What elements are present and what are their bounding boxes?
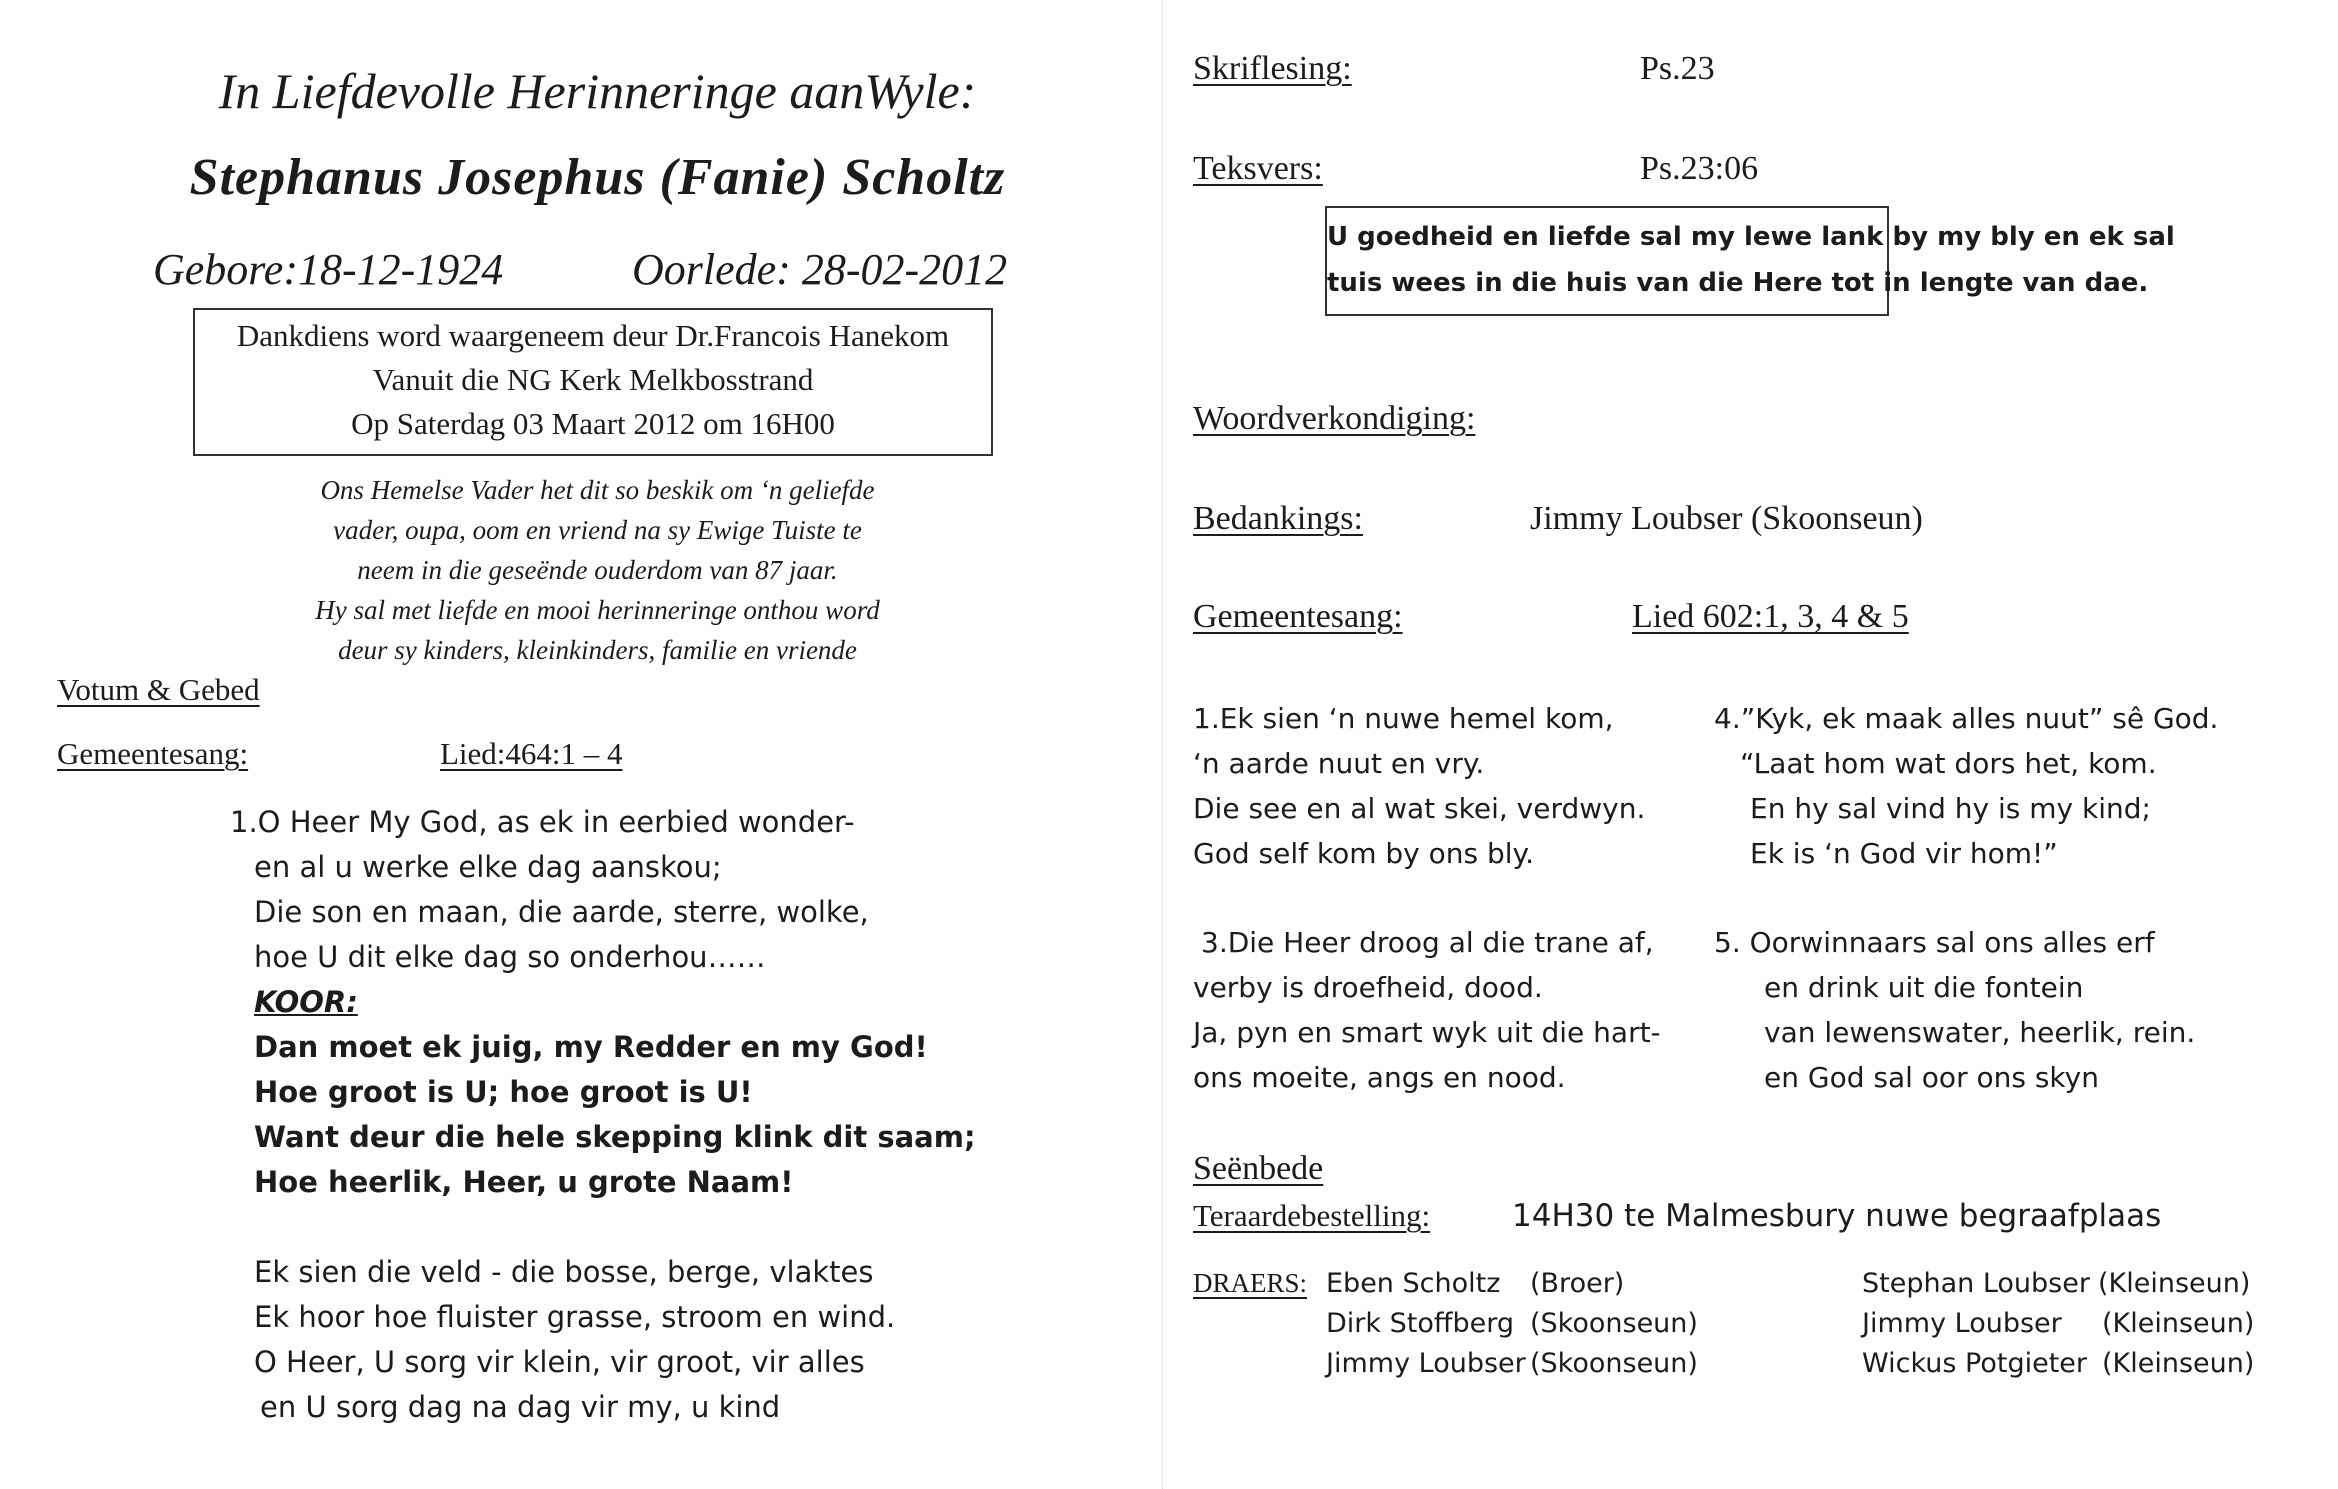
chorus-line: Hoe heerlik, Heer, u grote Naam! <box>254 1165 794 1199</box>
koor-label: KOOR: <box>254 985 358 1019</box>
hymn-464-lyrics <box>230 800 976 1430</box>
hymn-602-verse-4 <box>1714 696 2218 876</box>
lyric-line: 3.Die Heer droog al die trane af, <box>1201 926 1654 959</box>
obituary-line: Ons Hemelse Vader het dit so beskik om ‘n geliefde <box>320 475 875 505</box>
draer-relation: (Skoonseun) <box>1530 1348 1698 1379</box>
lyric-line: verby is droefheid, dood. <box>1193 971 1543 1004</box>
page-fold-divider <box>1162 0 1163 1489</box>
teksvers-value: Ps.23:06 <box>1640 150 1759 187</box>
skriflesing-heading: Skriflesing: <box>1193 50 1352 87</box>
hymn-602-verse-1 <box>1193 696 1645 876</box>
draer-name: Eben Scholtz <box>1326 1268 1501 1299</box>
draer-relation: (Kleinseun) <box>2098 1268 2251 1299</box>
teraardebestelling-value: 14H30 te Malmesbury nuwe begraafplaas <box>1512 1198 2162 1234</box>
death-date: Oorlede: 28-02-2012 <box>632 245 1008 294</box>
draers-heading: DRAERS: <box>1193 1268 1308 1298</box>
service-details-box <box>193 308 993 456</box>
lyric-line: hoe U dit elke dag so onderhou…… <box>254 940 766 974</box>
draer-name: Dirk Stoffberg <box>1326 1308 1514 1339</box>
deceased-name: Stephanus Josephus (Fanie) Scholtz <box>189 149 1006 206</box>
verse-line: tuis wees in die huis van die Here tot in lengte van dae. <box>1327 268 2149 298</box>
lyric-line: 5. Oorwinnaars sal ons alles erf <box>1714 926 2155 959</box>
lyric-line: Ek hoor hoe fluister grasse, stroom en wind. <box>254 1300 896 1334</box>
lyric-line: O Heer, U sorg vir klein, vir groot, vir alles <box>254 1345 865 1379</box>
birth-date: Gebore:18-12-1924 <box>153 245 504 294</box>
lyric-line: en God sal oor ons skyn <box>1764 1061 2099 1094</box>
hymn-number: Lied 602:1, 3, 4 & 5 <box>1632 598 1909 635</box>
obituary-line: vader, oupa, oom en vriend na sy Ewige Tuiste te <box>333 515 862 545</box>
teksvers-heading: Teksvers: <box>1193 150 1323 187</box>
draer-name: Jimmy Loubser <box>1862 1308 2062 1339</box>
lyric-line: ‘n aarde nuut en vry. <box>1193 747 1485 780</box>
chorus-line: Dan moet ek juig, my Redder en my God! <box>254 1030 928 1064</box>
lyric-line: van lewenswater, heerlik, rein. <box>1764 1016 2196 1049</box>
service-line: Dankdiens word waargeneem deur Dr.Francois Hanekom <box>236 318 950 353</box>
lyric-line: Ek is ‘n God vir hom!” <box>1750 837 2058 870</box>
draer-relation: (Kleinseun) <box>2102 1348 2255 1379</box>
draer-relation: (Broer) <box>1530 1268 1625 1299</box>
lyric-line: en drink uit die fontein <box>1764 971 2084 1004</box>
woordverkondiging-heading: Woordverkondiging: <box>1193 400 1476 437</box>
lyric-line: Die see en al wat skei, verdwyn. <box>1193 792 1646 825</box>
gemeentesang-heading: Gemeentesang: <box>1193 598 1403 635</box>
lyric-line: “Laat hom wat dors het, kom. <box>1740 747 2157 780</box>
obituary-line: Hy sal met liefde en mooi herinneringe onthou word <box>315 595 880 625</box>
lyric-line: en al u werke elke dag aanskou; <box>254 850 722 884</box>
draer-name: Jimmy Loubser <box>1326 1348 1526 1379</box>
lyric-line: 1.O Heer My God, as ek in eerbied wonder- <box>230 805 855 839</box>
service-line: Op Saterdag 03 Maart 2012 om 16H00 <box>351 406 835 441</box>
hymn-602-verse-5 <box>1714 920 2195 1100</box>
chorus-line: Want deur die hele skepping klink dit saam; <box>254 1120 976 1154</box>
memorial-title: In Liefdevolle Herinneringe aanWyle: <box>218 63 977 119</box>
lyric-line: Die son en maan, die aarde, sterre, wolke, <box>254 895 869 929</box>
verse-line: U goedheid en liefde sal my lewe lank by my bly en ek sal <box>1327 222 2175 252</box>
lyric-line: Ek sien die veld - die bosse, berge, vlaktes <box>254 1255 874 1289</box>
bedankings-value: Jimmy Loubser (Skoonseun) <box>1530 500 1923 537</box>
obituary-line: deur sy kinders, kleinkinders, familie en vriende <box>338 635 857 665</box>
votum-heading: Votum & Gebed <box>57 672 260 707</box>
bedankings-heading: Bedankings: <box>1193 500 1363 537</box>
text-verse-box <box>1325 206 2175 316</box>
obituary-text <box>0 470 1195 670</box>
lyric-line: Ja, pyn en smart wyk uit die hart- <box>1193 1016 1661 1049</box>
hymn-602-verse-3 <box>1193 920 1661 1100</box>
draer-relation: (Skoonseun) <box>1530 1308 1698 1339</box>
lyric-line: En hy sal vind hy is my kind; <box>1750 792 2151 825</box>
lyric-line: God self kom by ons bly. <box>1193 837 1535 870</box>
seenbede-heading: Seënbede <box>1193 1150 1324 1187</box>
skriflesing-value: Ps.23 <box>1640 50 1715 87</box>
lyric-line: ons moeite, angs en nood. <box>1193 1061 1566 1094</box>
draer-name: Stephan Loubser <box>1862 1268 2090 1299</box>
lyric-line: en U sorg dag na dag vir my, u kind <box>260 1390 781 1424</box>
gemeentesang-heading: Gemeentesang: <box>57 736 249 771</box>
draer-name: Wickus Potgieter <box>1862 1348 2087 1379</box>
lyric-line: 1.Ek sien ‘n nuwe hemel kom, <box>1193 702 1614 735</box>
chorus-line: Hoe groot is U; hoe groot is U! <box>254 1075 753 1109</box>
draer-relation: (Kleinseun) <box>2102 1308 2255 1339</box>
service-line: Vanuit die NG Kerk Melkbosstrand <box>372 362 814 397</box>
teraardebestelling-heading: Teraardebestelling: <box>1193 1198 1431 1233</box>
obituary-line: neem in die geseënde ouderdom van 87 jaar. <box>357 555 838 585</box>
hymn-number: Lied:464:1 – 4 <box>440 736 623 771</box>
lyric-line: 4.”Kyk, ek maak alles nuut” sê God. <box>1714 702 2219 735</box>
